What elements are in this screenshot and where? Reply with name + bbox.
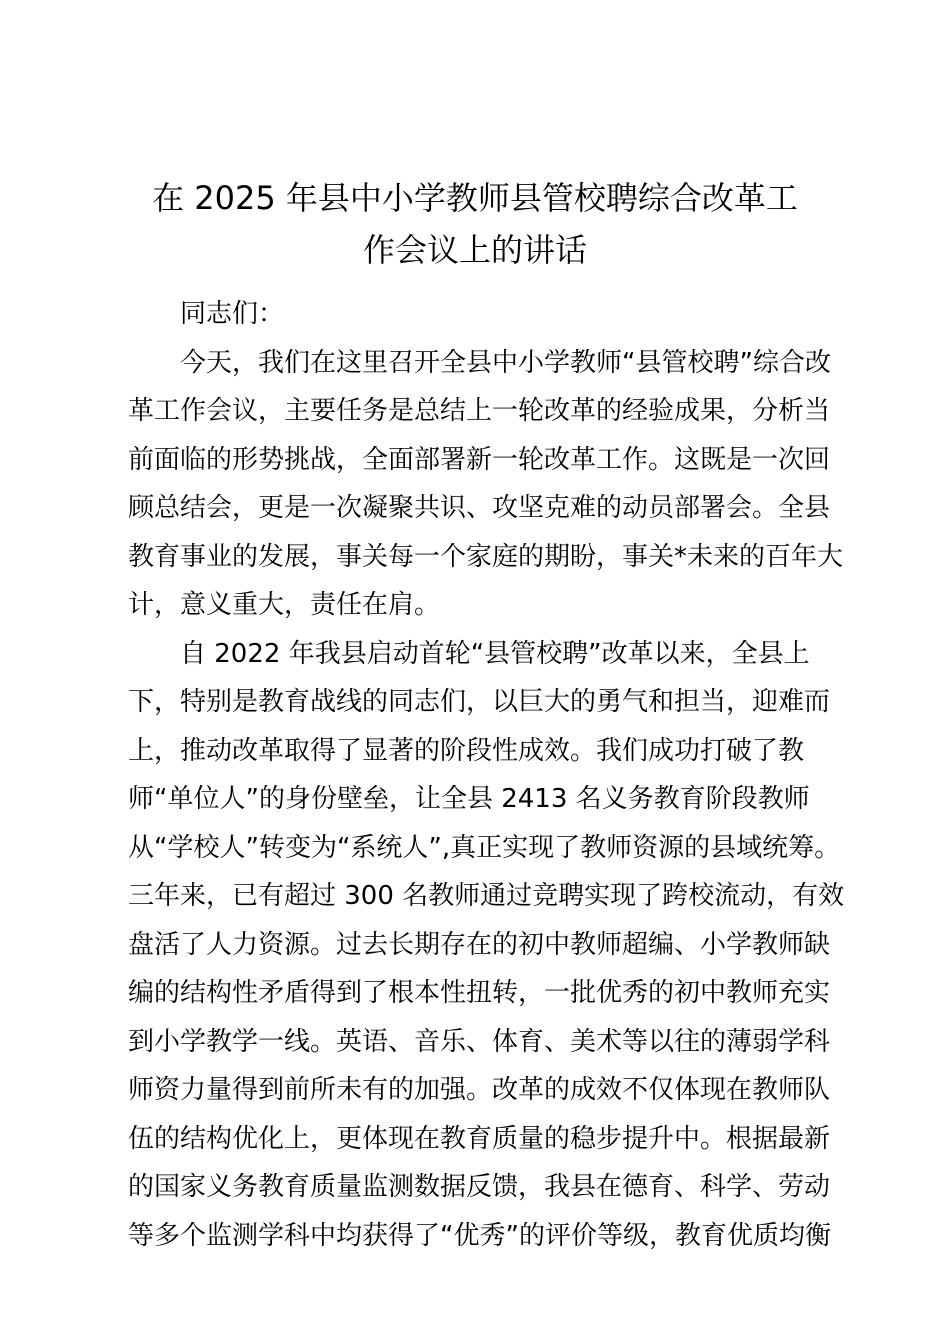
paragraph-line: 从“学校人”转变为“系统人”,真正实现了教师资源的县域统筹。	[128, 832, 841, 863]
paragraph-line: 前面临的形势挑战，全面部署新一轮改革工作。这既是一次回	[128, 444, 831, 475]
paragraph-line: 三年来，已有超过 300 名教师通过竞聘实现了跨校流动，有效	[128, 881, 845, 911]
paragraph-line: 师资力量得到前所未有的加强。改革的成效不仅体现在教师队	[128, 1075, 831, 1105]
document-body	[128, 290, 845, 1260]
salutation: 同志们：	[180, 299, 285, 329]
paragraph-line: 上，推动改革取得了显著的阶段性成效。我们成功打破了教	[128, 735, 805, 766]
title-line: 作会议上的讲话	[362, 231, 587, 269]
paragraph-line: 下，特别是教育战线的同志们，以巨大的勇气和担当，迎难而	[128, 687, 831, 717]
paragraph-2	[128, 630, 845, 1261]
document-title	[120, 172, 830, 276]
title-line: 在 2025 年县中小学教师县管校聘综合改革工	[152, 179, 798, 217]
paragraph-line: 等多个监测学科中均获得了“优秀”的评价等级，教育优质均衡	[128, 1220, 831, 1251]
paragraph-line: 自 2022 年我县启动首轮“县管校聘”改革以来，全县上	[180, 638, 810, 669]
paragraph-line: 革工作会议，主要任务是总结上一轮改革的经验成果，分析当	[128, 396, 831, 426]
paragraph-line: 伍的结构优化上，更体现在教育质量的稳步提升中。根据最新	[128, 1123, 831, 1154]
paragraph-line: 的国家义务教育质量监测数据反馈，我县在德育、科学、劳动	[128, 1172, 831, 1202]
paragraph-line: 到小学教学一线。英语、音乐、体育、美术等以往的薄弱学科	[128, 1026, 831, 1057]
paragraph-line: 盘活了人力资源。过去长期存在的初中教师超编、小学教师缺	[128, 929, 831, 960]
paragraph-line: 编的结构性矛盾得到了根本性扭转，一批优秀的初中教师充实	[128, 978, 831, 1008]
paragraph-line: 师“单位人”的身份壁垒，让全县 2413 名义务教育阶段教师	[128, 784, 810, 814]
paragraph-line: 计，意义重大，责任在肩。	[128, 590, 441, 620]
paragraph-line: 顾总结会，更是一次凝聚共识、攻坚克难的动员部署会。全县	[128, 493, 831, 523]
paragraph-line: 今天，我们在这里召开全县中小学教师“县管校聘”综合改	[180, 347, 831, 378]
paragraph-1	[128, 339, 844, 630]
paragraph-line: 教育事业的发展，事关每一个家庭的期盼，事关*未来的百年大	[128, 541, 844, 572]
